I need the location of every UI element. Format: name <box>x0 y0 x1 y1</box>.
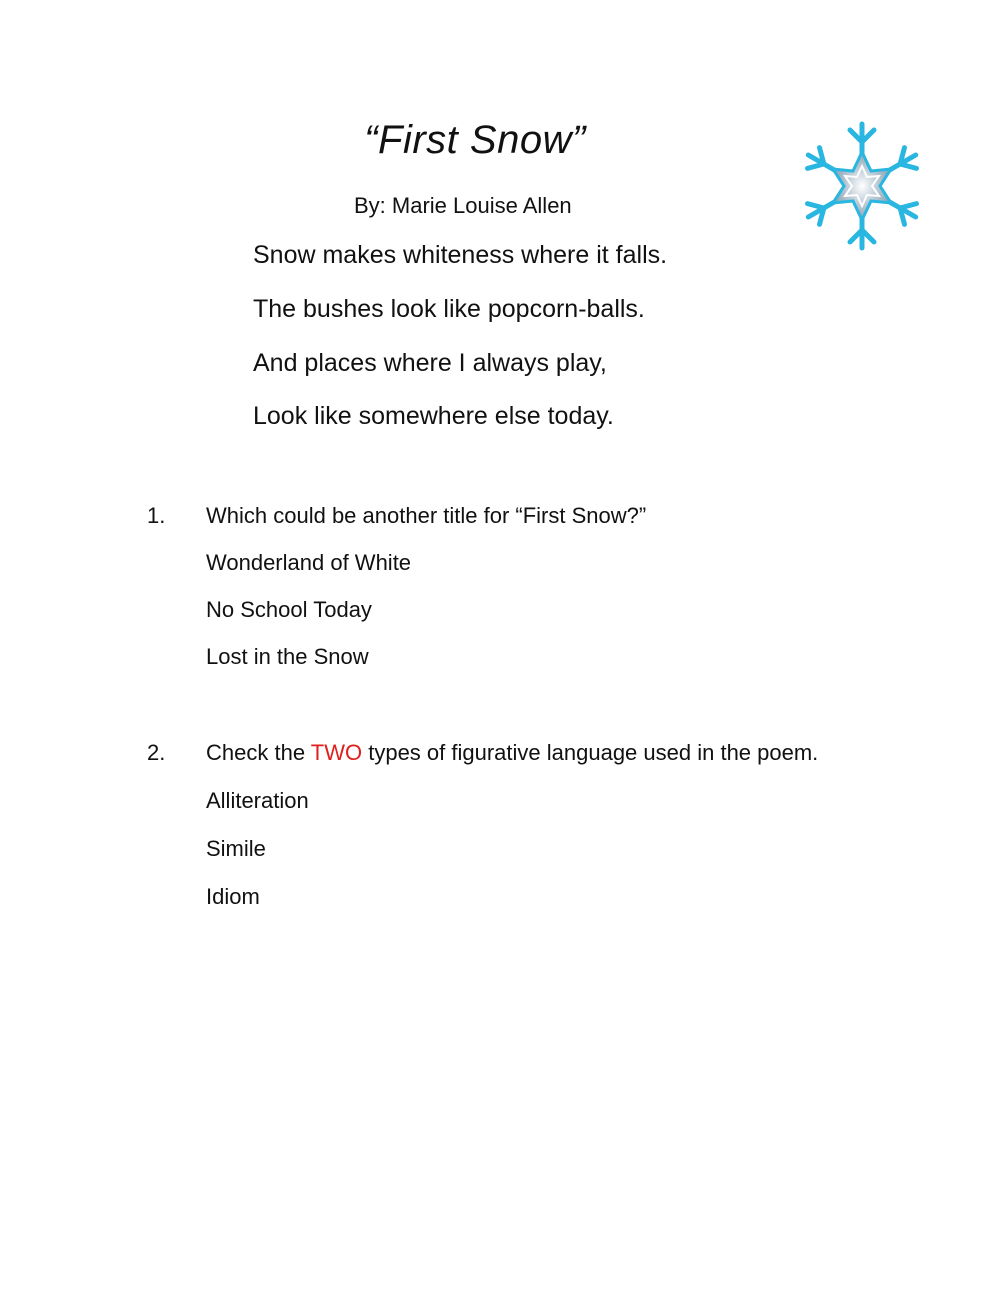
question-1-option-3[interactable]: Lost in the Snow <box>206 644 369 669</box>
question-2-option-2[interactable]: Simile <box>206 836 266 861</box>
poem-title: “First Snow” <box>364 118 586 162</box>
poem-author: By: Marie Louise Allen <box>354 193 572 218</box>
question-2-option-3[interactable]: Idiom <box>206 884 260 909</box>
poem-line-3: And places where I always play, <box>253 349 607 377</box>
question-2-text-after: types of figurative language used in the poem. <box>362 740 819 765</box>
poem-line-2: The bushes look like popcorn-balls. <box>253 295 645 323</box>
question-2-option-1[interactable]: Alliteration <box>206 788 309 813</box>
question-2-text <box>206 740 818 766</box>
question-1-option-2[interactable]: No School Today <box>206 597 372 622</box>
question-2-text-before: Check the <box>206 740 311 765</box>
question-1-text: Which could be another title for “First Snow?” <box>206 503 647 528</box>
poem-line-1: Snow makes whiteness where it falls. <box>253 241 668 269</box>
poem-line-4: Look like somewhere else today. <box>253 402 614 430</box>
question-2-highlight: TWO <box>310 740 363 765</box>
question-2-number: 2. <box>147 740 166 765</box>
question-1-number: 1. <box>147 503 166 528</box>
question-1-option-1[interactable]: Wonderland of White <box>206 550 412 575</box>
snowflake-icon <box>800 120 924 252</box>
